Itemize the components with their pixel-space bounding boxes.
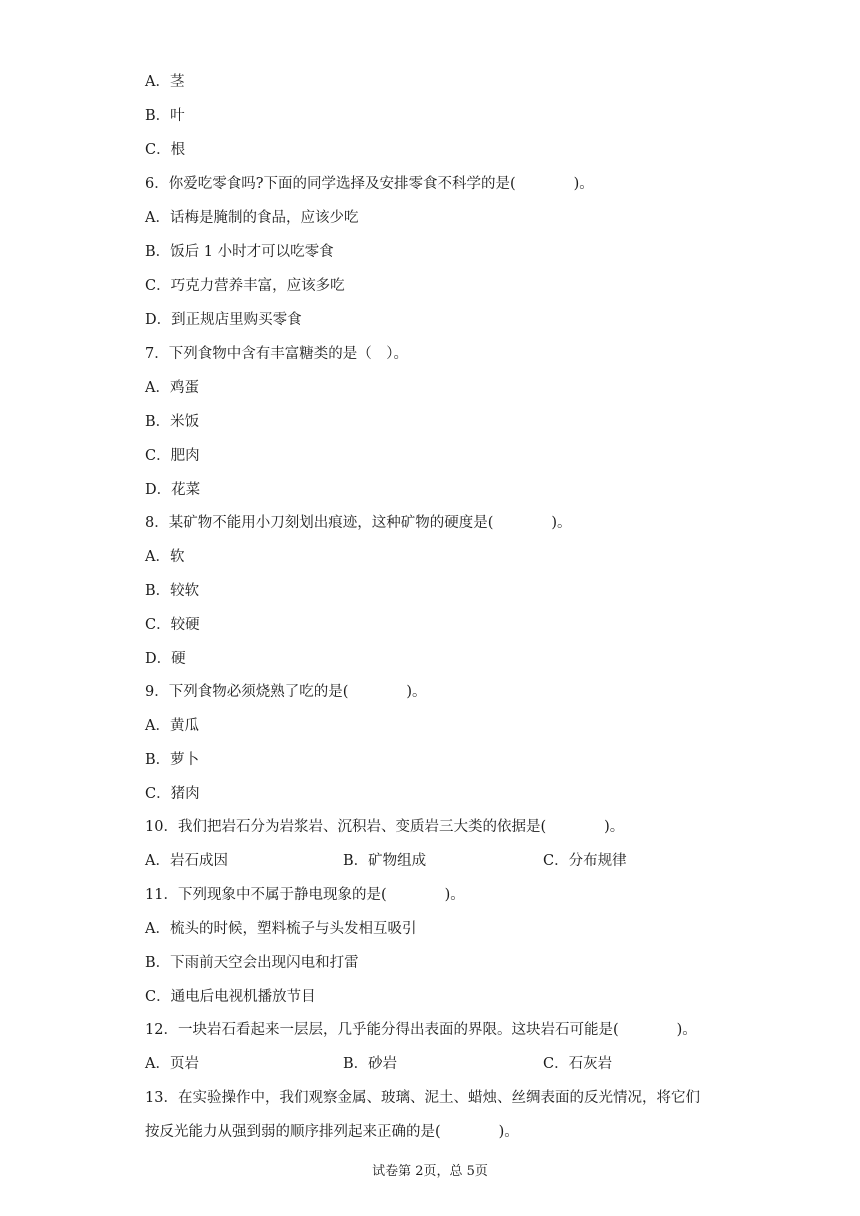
page-footer: 试卷第 2页，总 5页 [372,1164,488,1179]
q11-option-b: B．下雨前天空会出现闪电和打雷 [145,955,359,971]
q6-option-d: D．到正规店里购买零食 [145,312,302,328]
question-9: 9．下列食物必须烧熟了吃的是( )。 [145,684,427,700]
q5-option-a: A．茎 [145,74,185,90]
q5-option-c: C．根 [145,142,186,158]
q9-option-a: A．黄瓜 [145,718,199,734]
q12-option-c: C．石灰岩 [543,1056,613,1072]
q10-option-b: B．矿物组成 [343,853,427,869]
question-13: 13．在实验操作中，我们观察金属、玻璃、泥土、蜡烛、丝绸表面的反光情况，将它们 [145,1090,700,1106]
q9-option-b: B．萝卜 [145,752,200,768]
q12-option-b: B．砂岩 [343,1056,398,1072]
q7-option-d: D．花菜 [145,482,201,498]
question-12: 12．一块岩石看起来一层层，几乎能分得出表面的界限。这块岩石可能是( )。 [145,1022,697,1038]
q10-option-c: C．分布规律 [543,853,627,869]
q7-option-c: C．肥肉 [145,448,200,464]
q7-option-a: A．鸡蛋 [145,380,199,396]
question-13-continued: 按反光能力从强到弱的顺序排列起来正确的是( )。 [145,1124,519,1140]
q8-option-a: A．软 [145,549,185,565]
q5-option-b: B．叶 [145,108,185,124]
question-11: 11．下列现象中不属于静电现象的是( )。 [145,887,465,903]
q11-option-a: A．梳头的时候，塑料梳子与头发相互吸引 [145,921,417,937]
question-7: 7．下列食物中含有丰富糖类的是（ ）。 [145,346,408,362]
q8-option-b: B．较软 [145,583,200,599]
question-10: 10．我们把岩石分为岩浆岩、沉积岩、变质岩三大类的依据是( )。 [145,819,625,835]
question-8: 8．某矿物不能用小刀刻划出痕迹，这种矿物的硬度是( )。 [145,515,572,531]
q8-option-c: C．较硬 [145,617,200,633]
q6-option-c: C．巧克力营养丰富，应该多吃 [145,278,345,294]
q6-option-b: B．饭后 1 小时才可以吃零食 [145,244,334,260]
q12-option-a: A．页岩 [145,1056,199,1072]
q6-option-a: A．话梅是腌制的食品，应该少吃 [145,210,359,226]
q8-option-d: D．硬 [145,651,186,667]
question-6: 6．你爱吃零食吗?下面的同学选择及安排零食不科学的是( )。 [145,176,594,192]
q10-option-a: A．岩石成因 [145,853,228,869]
q11-option-c: C．通电后电视机播放节目 [145,989,316,1005]
q7-option-b: B．米饭 [145,414,200,430]
q9-option-c: C．猪肉 [145,786,200,802]
